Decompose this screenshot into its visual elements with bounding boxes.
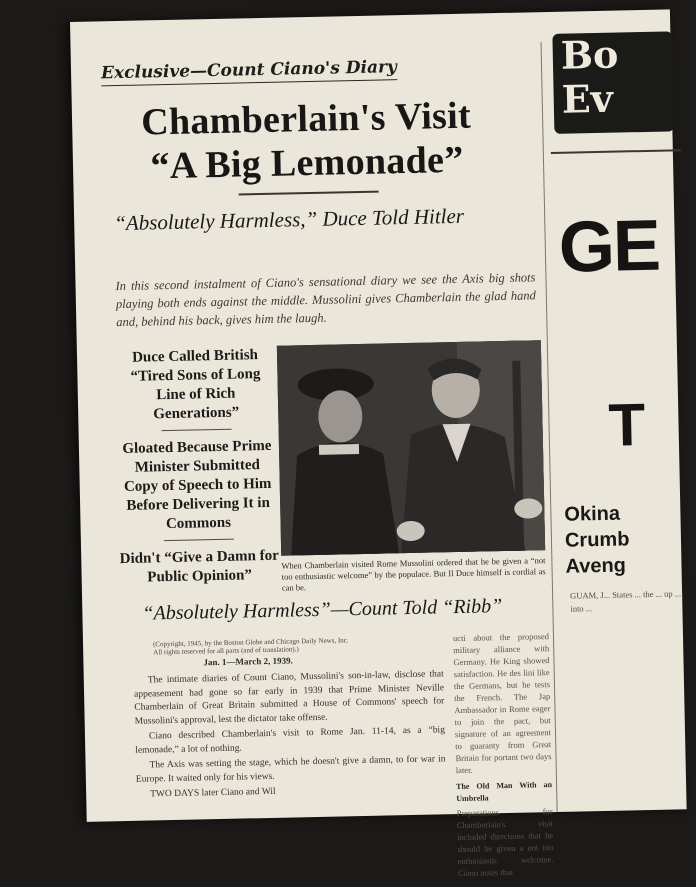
masthead-line: Bo — [560, 31, 619, 78]
body-paragraph: The Axis was setting the stage, which he doesn't give a damn, to for war in Europe. It waited only for his views. — [135, 754, 446, 785]
divider — [551, 149, 681, 153]
news-photo — [277, 340, 545, 555]
article-body — [134, 668, 447, 804]
headline-line-2: “A Big Lemonade” — [150, 138, 464, 188]
headline-line-1: Chamberlain's Visit — [140, 94, 472, 144]
photo-illustration — [277, 340, 545, 555]
divider — [162, 429, 232, 431]
intro-paragraph: In this second instalment of Ciano's sensational diary we see the Axis big shots playing both ends against the middle. Mussolini gives Chamberlain the glad hand and, behind his back, gives him the laugh. — [115, 270, 536, 330]
subhead: “Absolutely Harmless,” Duce Told Hitler — [113, 203, 465, 236]
right-column — [548, 9, 695, 812]
kicker: Exclusive—Count Ciano's Diary — [101, 57, 397, 86]
article-body-column-2 — [453, 630, 554, 879]
body-paragraph: The intimate diaries of Count Ciano, Mussolini's son-in-law, disclose that appeasement had gone so far early in 1939 that Prime Minister Neville Chamberlain of Great Britain submitted a House of Commons' speech for Mussolini's approval, lest the dictator take offense. — [133, 669, 445, 727]
divider — [164, 539, 234, 541]
masthead-line: Ev — [561, 75, 614, 122]
masthead-logo — [552, 31, 674, 133]
copyright-note: (Copyright, 1945, by the Boston Globe and Chicago Daily News, Inc. All rights reserved for all parts (and of translation).) — [152, 636, 349, 657]
subhead-2: “Absolutely Harmless”—Count Told “Ribb” — [142, 595, 503, 625]
bullet-list — [115, 346, 280, 594]
right-subhead-line: Crumb — [564, 528, 630, 552]
bullet-item: Didn't “Give a Damn for Public Opinion” — [119, 547, 279, 586]
body-paragraph: ucti about the proposed military alliance with Germany. He King showed satisfaction. He des lini like the Germans, but he tests the French. — [452, 631, 551, 704]
right-subhead-line: Aveng — [565, 554, 627, 578]
bullet-item: Gloated Because Prime Minister Submitted Copy of Speech to Him Before Delivering It in Commons — [122, 437, 272, 533]
right-subheads — [564, 499, 690, 580]
section-subhead: The Old Man With an Umbrella — [456, 780, 553, 804]
right-body-text: GUAM, J... States ... the ... up ... into ... — [570, 588, 682, 614]
body-paragraph: The Jap Ambassador in Rome eager to join the pact, but signature of an agreement to guaranty from Great Britain for portant two days later. — [454, 691, 552, 776]
bullet-item: Duce Called British “Tired Sons of Long Line of Rich Generations” — [130, 347, 261, 423]
right-subhead-line: Okina — [564, 502, 621, 526]
body-paragraph: TWO DAYS later Ciano and Wil — [150, 786, 276, 800]
right-headline: GE — [557, 205, 660, 288]
photo-caption: When Chamberlain visited Rome Mussolini ordered that he be given a “not too enthusiastic welcome” by the populace. But Il Duce himself is cordial as can be. — [281, 555, 546, 593]
dateline: Jan. 1—March 2, 1939. — [203, 655, 293, 668]
left-column — [70, 12, 555, 879]
body-paragraph: Preparations for Chamberlain's visit included directions that he should be given a not too enthusiastic welcome. Ciano notes that — [456, 806, 554, 879]
divider — [239, 191, 379, 195]
body-paragraph: Ciano described Chamberlain's visit to Rome Jan. 11-14, as a “big lemonade,” a lot of nothing. — [135, 725, 446, 756]
right-headline-2: T — [607, 391, 646, 459]
newspaper-page — [70, 9, 687, 879]
